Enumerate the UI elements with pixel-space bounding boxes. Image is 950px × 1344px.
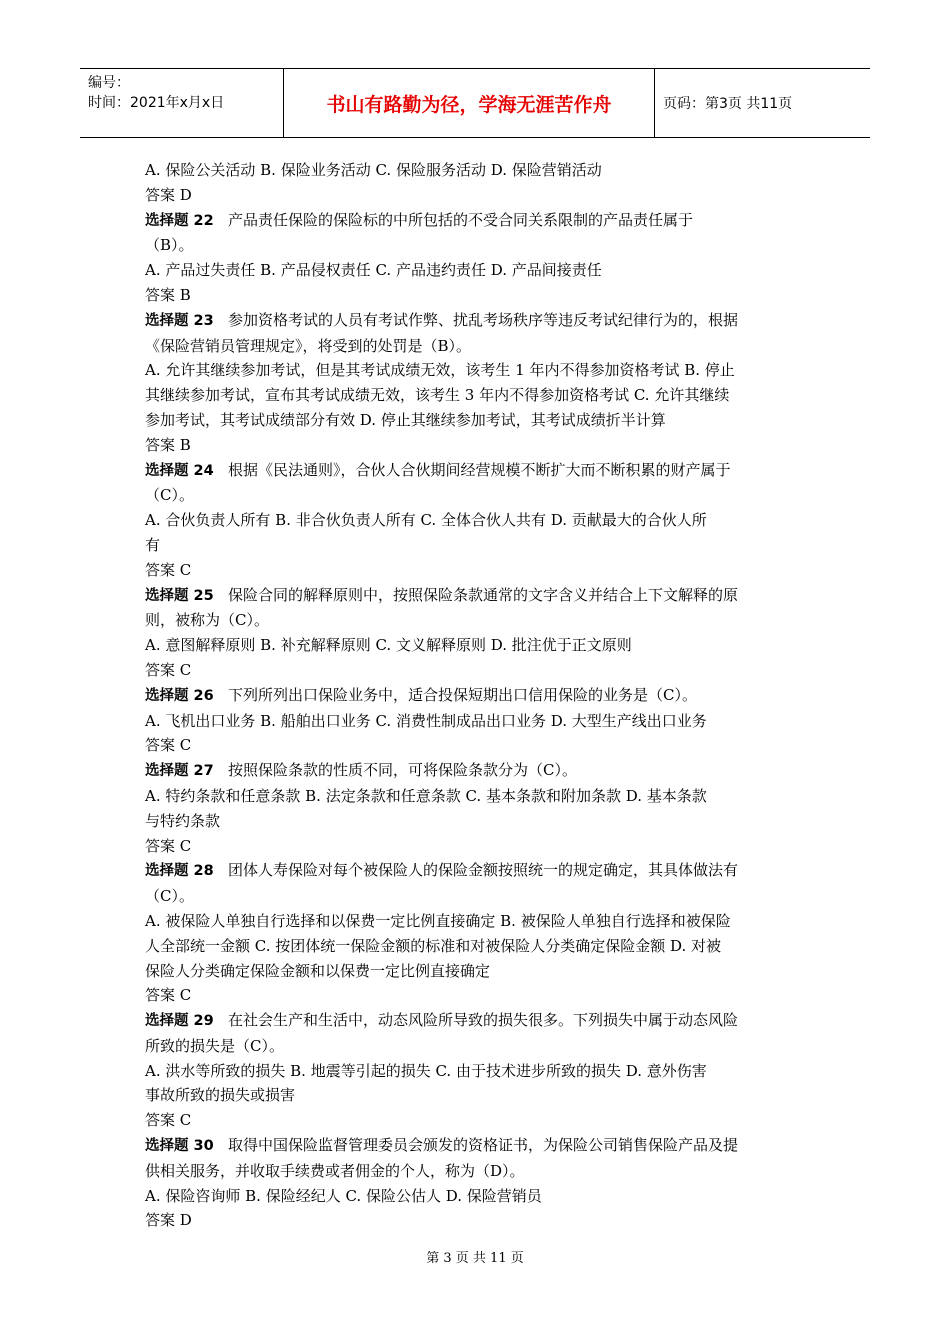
text-line: A. 洪水等所致的损失 B. 地震等引起的损失 C. 由于技术进步所致的损失 D. 意外伤害 xyxy=(145,1061,707,1080)
text-line: A. 特约条款和任意条款 B. 法定条款和任意条款 C. 基本条款和附加条款 D. 基本条款 xyxy=(145,786,707,805)
question-label: 选择题 25 xyxy=(145,587,214,604)
text-line: A. 被保险人单独自行选择和以保费一定比例直接确定 B. 被保险人单独自行选择和被保险 xyxy=(145,911,731,930)
question-line xyxy=(145,583,807,609)
text-line: 事故所致的损失或损害 xyxy=(145,1086,296,1105)
text-line: 保险人分类确定保险金额和以保费一定比例直接确定 xyxy=(145,961,491,980)
question-text: 取得中国保险监督管理委员会颁发的资格证书，为保险公司销售保险产品及提 xyxy=(228,1136,739,1155)
text-line: 《保险营销员管理规定》，将受到的处罚是（B）。 xyxy=(145,336,472,355)
document-body xyxy=(145,158,807,1233)
text-line: A. 保险公关活动 B. 保险业务活动 C. 保险服务活动 D. 保险营销活动 xyxy=(145,161,602,179)
text-line: 人全部统一金额 C. 按团体统一保险金额的标准和对被保险人分类确定保险金额 D. 对被 xyxy=(145,936,722,955)
question-label: 选择题 24 xyxy=(145,462,214,479)
date-line: 时间：2021年x月x日 xyxy=(88,95,225,111)
page-footer: 第 3 页 共 11 页 xyxy=(426,1251,524,1266)
text-line: 所致的损失是（C）。 xyxy=(145,1036,284,1055)
question-line xyxy=(145,1008,807,1034)
question-line xyxy=(145,758,807,784)
text-line: 与特约条款 xyxy=(145,811,221,830)
text-line: A. 意图解释原则 B. 补充解释原则 C. 文义解释原则 D. 批注优于正文原则 xyxy=(145,636,632,655)
code-label: 编号： xyxy=(88,75,130,91)
text-line: 答案 C xyxy=(145,736,192,755)
text-line: 答案 D xyxy=(145,185,192,204)
text-line: 答案 C xyxy=(145,560,192,579)
text-line: （C）。 xyxy=(145,486,194,505)
page-header xyxy=(80,68,870,138)
text-line: A. 飞机出口业务 B. 船舶出口业务 C. 消费性制成品出口业务 D. 大型生产线出口业务 xyxy=(145,711,707,730)
question-line xyxy=(145,683,807,709)
text-line: 其继续参加考试，宣布其考试成绩无效，该考生 3 年内不得参加资格考试 C. 允许其继续 xyxy=(145,386,730,405)
question-label: 选择题 29 xyxy=(145,1013,214,1030)
text-line: 供相关服务，并收取手续费或者佣金的个人，称为（D）。 xyxy=(145,1161,525,1180)
header-motto: 书山有路勤为径，学海无涯苦作舟 xyxy=(283,69,655,137)
text-line: （C）。 xyxy=(145,887,194,906)
question-text: 保险合同的解释原则中，按照保险条款通常的文字含义并结合上下文解释的原 xyxy=(228,585,739,604)
text-line: A. 允许其继续参加考试，但是其考试成绩无效，该考生 1 年内不得参加资格考试 B. 停止 xyxy=(145,361,735,380)
question-line xyxy=(145,1133,807,1159)
question-label: 选择题 28 xyxy=(145,863,214,880)
header-page-info: 页码：第3页 共11页 xyxy=(663,96,793,112)
question-label: 选择题 22 xyxy=(145,212,214,229)
question-text: 在社会生产和生活中，动态风险所导致的损失很多。下列损失中属于动态风险 xyxy=(228,1011,739,1030)
text-line: 答案 D xyxy=(145,1211,192,1230)
question-label: 选择题 23 xyxy=(145,312,214,329)
question-line xyxy=(145,858,807,884)
question-line xyxy=(145,308,807,334)
text-line: 答案 C xyxy=(145,986,192,1005)
text-line: 答案 B xyxy=(145,285,191,304)
question-text: 产品责任保险的保险标的中所包括的不受合同关系限制的产品责任属于 xyxy=(228,210,694,229)
text-line: 答案 C xyxy=(145,836,192,855)
text-line: 参加考试，其考试成绩部分有效 D. 停止其继续参加考试，其考试成绩折半计算 xyxy=(145,410,666,429)
text-line: （B）。 xyxy=(145,236,194,255)
text-line: A. 合伙负责人所有 B. 非合伙负责人所有 C. 全体合伙人共有 D. 贡献最大的合伙人所 xyxy=(145,511,707,530)
question-label: 选择题 30 xyxy=(145,1138,214,1155)
question-text: 参加资格考试的人员有考试作弊、扰乱考场秩序等违反考试纪律行为的，根据 xyxy=(228,310,739,329)
question-label: 选择题 27 xyxy=(145,763,214,780)
question-text: 下列所列出口保险业务中，适合投保短期出口信用保险的业务是（C）。 xyxy=(228,685,698,704)
text-line: 有 xyxy=(145,535,161,554)
header-left-cell xyxy=(80,69,283,137)
text-line: A. 产品过失责任 B. 产品侵权责任 C. 产品违约责任 D. 产品间接责任 xyxy=(145,261,602,280)
question-line xyxy=(145,208,807,234)
text-line: 答案 C xyxy=(145,660,192,679)
text-line: 答案 B xyxy=(145,435,191,454)
text-line: 答案 C xyxy=(145,1111,192,1130)
question-text: 根据《民法通则》，合伙人合伙期间经营规模不断扩大而不断积累的财产属于 xyxy=(228,460,731,479)
text-line: A. 保险咨询师 B. 保险经纪人 C. 保险公估人 D. 保险营销员 xyxy=(145,1186,542,1205)
text-line: 则，被称为（C）。 xyxy=(145,611,269,630)
question-label: 选择题 26 xyxy=(145,687,214,704)
question-text: 团体人寿保险对每个被保险人的保险金额按照统一的规定确定，其具体做法有 xyxy=(228,861,739,880)
question-text: 按照保险条款的性质不同，可将保险条款分为（C）。 xyxy=(228,761,578,780)
question-line xyxy=(145,458,807,484)
